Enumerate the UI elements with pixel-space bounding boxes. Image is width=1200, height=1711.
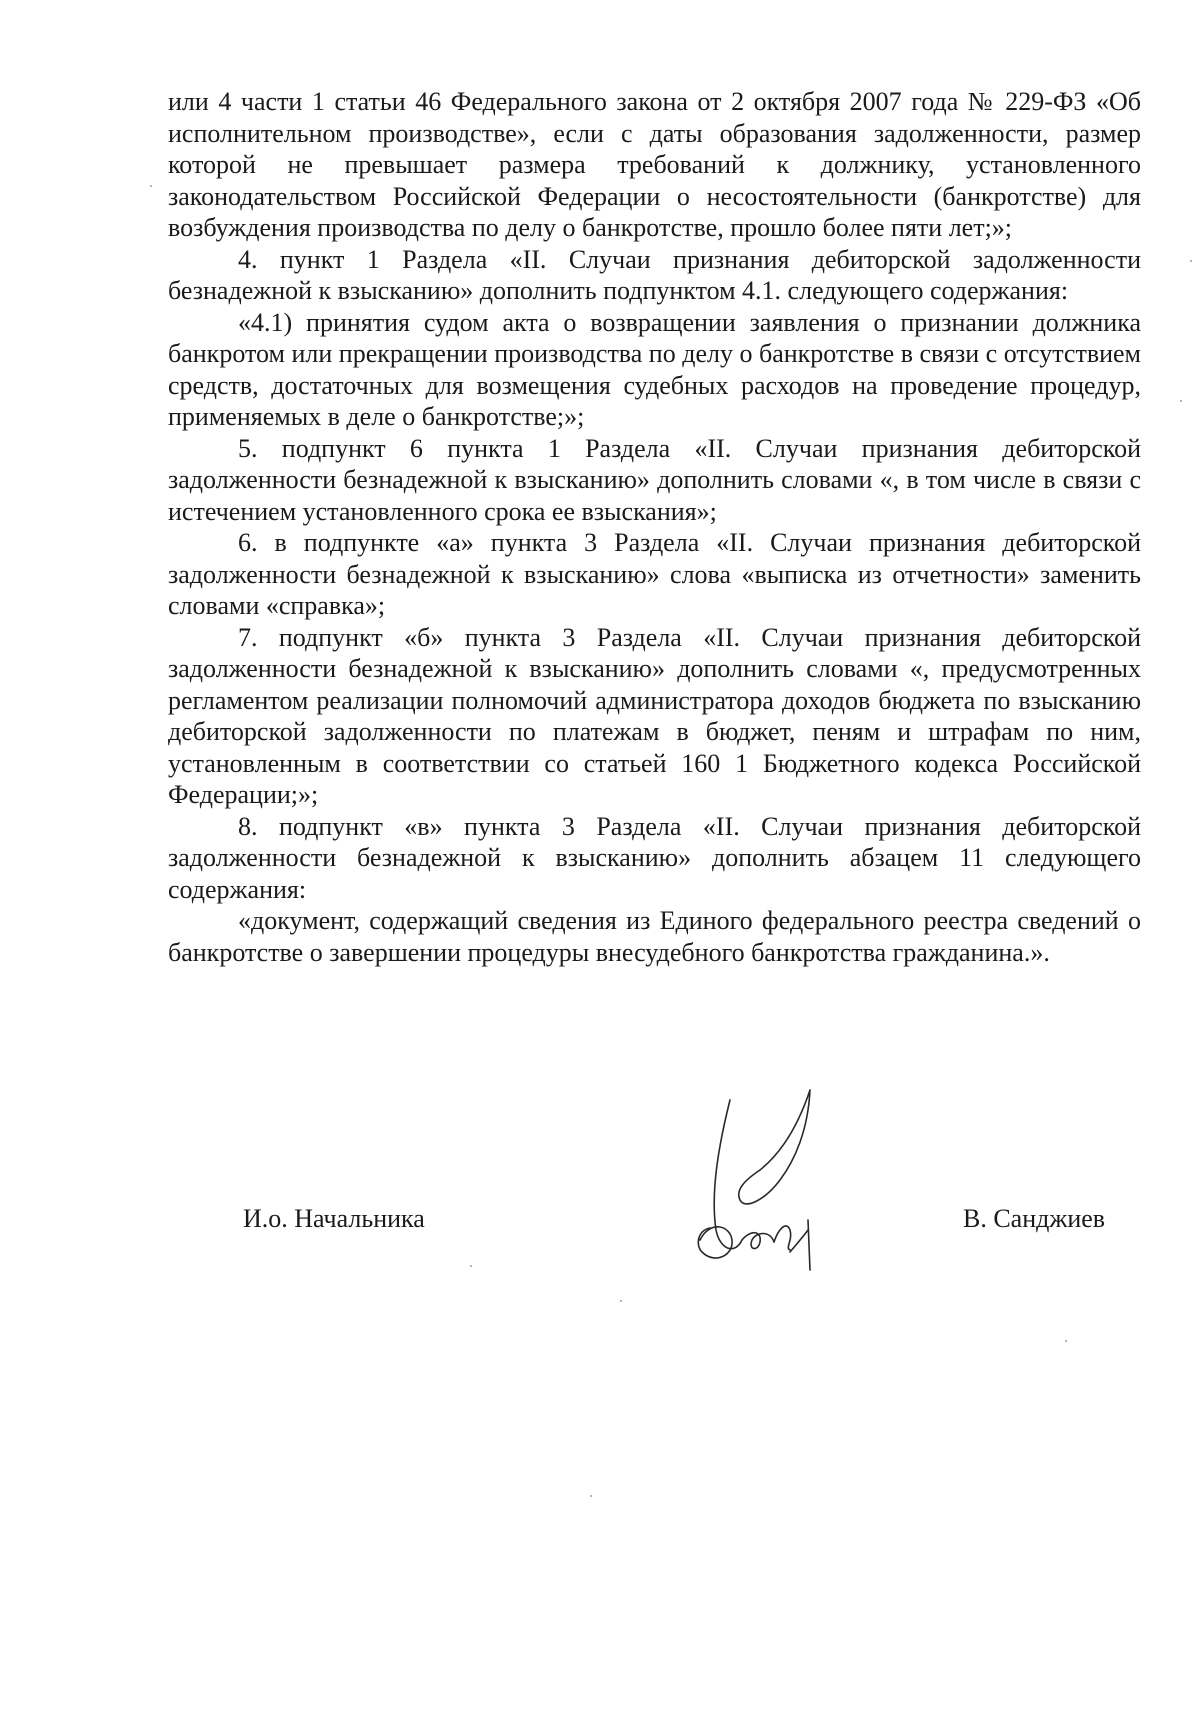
handwritten-signature-icon xyxy=(690,1080,860,1280)
document-body xyxy=(168,86,1141,968)
signatory-position: И.о. Начальника xyxy=(243,1204,425,1233)
scan-speck xyxy=(1065,1340,1067,1342)
paragraph-item-6: 6. в подпункте «а» пункта 3 Раздела «II. Случаи признания дебиторской задолженности безнадежной к взысканию» слова «выписка из отчетности» заменить словами «справка»; xyxy=(168,528,1141,620)
scan-speck xyxy=(1180,400,1182,402)
paragraph-item-8-quote: «документ, содержащий сведения из Единого федерального реестра сведений о банкротстве о завершении процедуры внесудебного банкротства гражданина.». xyxy=(168,906,1141,967)
paragraph-item-4-1-quote: «4.1) принятия судом акта о возвращении заявления о признании должника банкротом или прекращении производства по делу о банкротстве в связи с отсутствием средств, достаточных для возмещения судебных расходов на проведение процедур, применяемых в деле о банкротстве;»; xyxy=(168,307,1141,431)
signature-block xyxy=(0,1203,1200,1243)
signatory-name: В. Санджиев xyxy=(963,1204,1106,1233)
scan-speck xyxy=(620,1300,622,1302)
paragraph-item-4: 4. пункт 1 Раздела «II. Случаи признания дебиторской задолженности безнадежной к взысканию» дополнить подпунктом 4.1. следующего содержания: xyxy=(168,244,1141,305)
scan-speck xyxy=(470,1265,472,1267)
paragraph-item-7: 7. подпункт «б» пункта 3 Раздела «II. Случаи признания дебиторской задолженности безнадежной к взысканию» дополнить словами «, предусмотренных регламентом реализации полномочий администратора доходов бюджета по взысканию дебиторской задолженности по платежам в бюджет, пеням и штрафам по ним, установленным в соответствии со статьей 160 1 Бюджетного кодекса Российской Федерации;»; xyxy=(168,622,1141,809)
paragraph-continuation: или 4 части 1 статьи 46 Федерального закона от 2 октября 2007 года № 229-ФЗ «Об исполнительном производстве», если с даты образования задолженности, размер которой не превышает размера требований к должнику, установленного законодательством Российской Федерации о несостоятельности (банкротстве) для возбуждения производства по делу о банкротстве, прошло более пяти лет;»; xyxy=(168,87,1141,242)
paragraph-item-8: 8. подпункт «в» пункта 3 Раздела «II. Случаи признания дебиторской задолженности безнадежной к взысканию» дополнить абзацем 11 следующего содержания: xyxy=(168,811,1141,904)
scan-speck xyxy=(590,1495,592,1497)
scan-speck xyxy=(150,185,152,187)
paragraph-item-5: 5. подпункт 6 пункта 1 Раздела «II. Случаи признания дебиторской задолженности безнадежной к взысканию» дополнить словами «, в том числе в связи с истечением установленного срока ее взыскания»; xyxy=(168,433,1141,526)
scan-speck xyxy=(1190,260,1192,262)
